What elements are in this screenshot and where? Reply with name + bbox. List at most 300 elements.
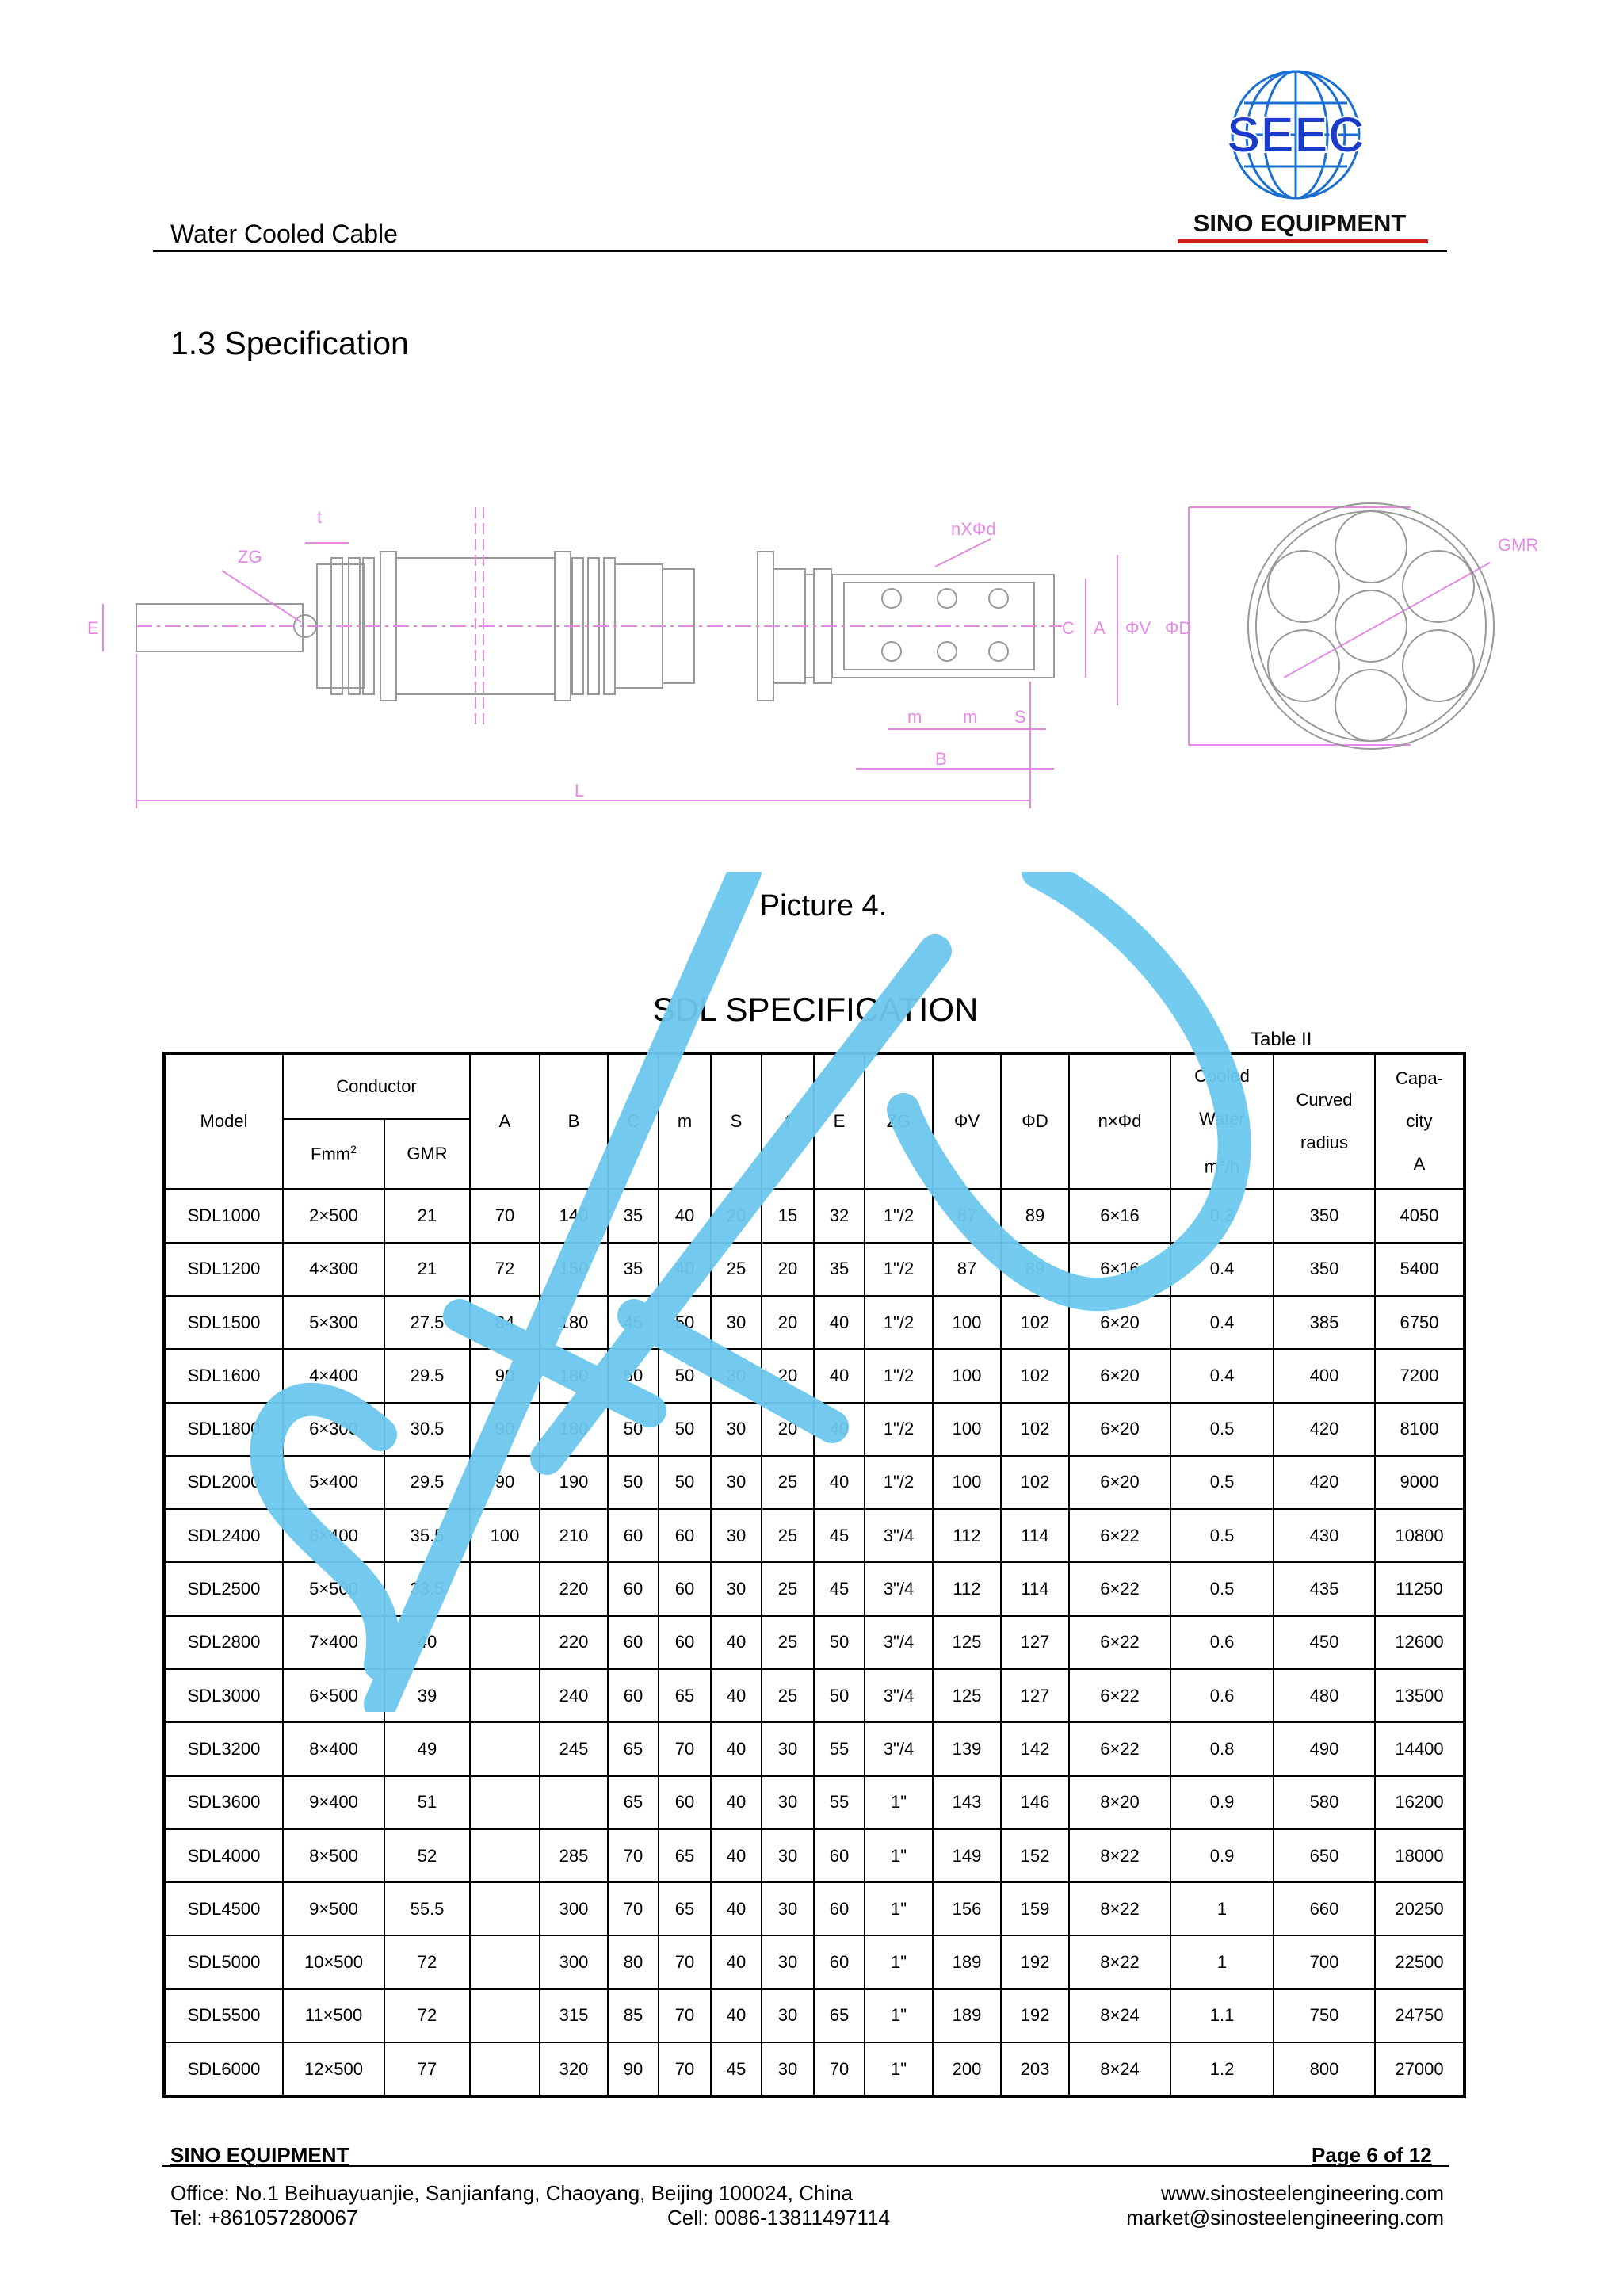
cell-n-phi-d: 6×22 [1069, 1669, 1170, 1722]
cell-s: 40 [711, 1829, 762, 1882]
cell-t: 30 [762, 2042, 814, 2096]
cell-e: 55 [814, 1722, 865, 1775]
footer-tel: Tel: +861057280067 [170, 2206, 358, 2229]
cell-gmr: 21 [384, 1189, 470, 1242]
cell-phi-d: 142 [1001, 1722, 1069, 1775]
cell-a [470, 1616, 540, 1669]
cell-c: 70 [608, 1882, 659, 1935]
cell-t: 30 [762, 1722, 814, 1775]
cell-s: 30 [711, 1562, 762, 1615]
cell-c: 50 [608, 1403, 659, 1456]
table-row [164, 1989, 1465, 2042]
cell-c: 80 [608, 1935, 659, 1988]
cell-n-phi-d: 6×20 [1069, 1296, 1170, 1349]
seec-logo [1149, 63, 1450, 254]
cell-b: 300 [540, 1882, 608, 1935]
cell-zg: 3"/4 [865, 1509, 933, 1562]
cap-line-2: city [1406, 1111, 1433, 1132]
cell-e: 65 [814, 1989, 865, 2042]
header-m: m [659, 1053, 711, 1189]
cell-t: 25 [762, 1562, 814, 1615]
label-d: ΦD [1165, 618, 1192, 638]
cell-gmr: 72 [384, 1935, 470, 1988]
cable-drawing [63, 476, 1569, 864]
table-row [164, 1349, 1465, 1402]
cell-b: 285 [540, 1829, 608, 1882]
cell-zg: 1"/2 [865, 1456, 933, 1509]
cell-m: 70 [659, 2042, 711, 2096]
label-m1: m [907, 707, 922, 727]
cell-zg: 1" [865, 1935, 933, 1988]
cell-cooled-water: 0.5 [1170, 1403, 1274, 1456]
cell-a: 100 [470, 1509, 540, 1562]
cell-curved-radius: 450 [1274, 1616, 1375, 1669]
cell-phi-d: 159 [1001, 1882, 1069, 1935]
cell-s: 45 [711, 2042, 762, 2096]
footer-cell: Cell: 0086-13811497114 [667, 2206, 890, 2229]
cell-cooled-water: 1 [1170, 1882, 1274, 1935]
cell-model: SDL4500 [164, 1882, 283, 1935]
cell-t: 25 [762, 1456, 814, 1509]
cell-n-phi-d: 8×22 [1069, 1829, 1170, 1882]
cell-curved-radius: 385 [1274, 1296, 1375, 1349]
cell-t: 15 [762, 1189, 814, 1242]
cell-zg: 1" [865, 1776, 933, 1829]
cell-capacity: 18000 [1375, 1829, 1465, 1882]
cell-s: 40 [711, 1669, 762, 1722]
cell-c: 70 [608, 1829, 659, 1882]
cell-b: 150 [540, 1243, 608, 1296]
cell-a: 70 [470, 1189, 540, 1242]
cell-t: 30 [762, 1776, 814, 1829]
cap-line-1: Capa- [1396, 1068, 1443, 1089]
cell-m: 70 [659, 1989, 711, 2042]
cell-c: 90 [608, 2042, 659, 2096]
cell-capacity: 6750 [1375, 1296, 1465, 1349]
cell-fmm: 8×500 [283, 1829, 384, 1882]
cell-b: 315 [540, 1989, 608, 2042]
header-s: S [711, 1053, 762, 1189]
cell-gmr: 21 [384, 1243, 470, 1296]
cell-b: 245 [540, 1722, 608, 1775]
table-row [164, 1456, 1465, 1509]
cell-b [540, 1776, 608, 1829]
cell-gmr: 77 [384, 2042, 470, 2096]
cell-capacity: 8100 [1375, 1403, 1465, 1456]
cell-curved-radius: 750 [1274, 1989, 1375, 2042]
cell-a [470, 1669, 540, 1722]
cell-e: 50 [814, 1616, 865, 1669]
cell-s: 30 [711, 1456, 762, 1509]
header-a: A [470, 1053, 540, 1189]
cooled-line-1: Cooled [1194, 1066, 1250, 1086]
cell-capacity: 4050 [1375, 1189, 1465, 1242]
cell-s: 40 [711, 1616, 762, 1669]
cell-phi-v: 156 [933, 1882, 1001, 1935]
picture-caption: Picture 4. [759, 889, 888, 923]
cell-e: 60 [814, 1829, 865, 1882]
cell-curved-radius: 700 [1274, 1935, 1375, 1988]
cell-e: 32 [814, 1189, 865, 1242]
cell-b: 190 [540, 1456, 608, 1509]
cell-phi-v: 100 [933, 1296, 1001, 1349]
cell-c: 65 [608, 1776, 659, 1829]
cell-gmr: 39 [384, 1669, 470, 1722]
cell-cooled-water: 1.2 [1170, 2042, 1274, 2096]
cooled-sup: 3 [1219, 1156, 1225, 1168]
cell-n-phi-d: 6×16 [1069, 1243, 1170, 1296]
table-title: SDL SPECIFICATION [652, 991, 979, 1028]
label-c: C [1062, 618, 1075, 638]
cell-cooled-water: 0.9 [1170, 1776, 1274, 1829]
cell-b: 220 [540, 1616, 608, 1669]
logo-company-text: SINO EQUIPMENT [1193, 209, 1407, 237]
cell-capacity: 7200 [1375, 1349, 1465, 1402]
cell-n-phi-d: 8×20 [1069, 1776, 1170, 1829]
cell-cooled-water: 0.4 [1170, 1349, 1274, 1402]
cell-capacity: 5400 [1375, 1243, 1465, 1296]
cell-m: 70 [659, 1935, 711, 1988]
cell-phi-d: 203 [1001, 2042, 1069, 2096]
cell-phi-d: 192 [1001, 1935, 1069, 1988]
cell-s: 30 [711, 1509, 762, 1562]
header-capacity [1375, 1053, 1465, 1189]
cell-t: 30 [762, 1989, 814, 2042]
cell-capacity: 24750 [1375, 1989, 1465, 2042]
cell-cooled-water: 0.8 [1170, 1722, 1274, 1775]
cell-phi-v: 125 [933, 1616, 1001, 1669]
label-v: ΦV [1125, 618, 1151, 638]
cell-phi-v: 139 [933, 1722, 1001, 1775]
header-e: E [814, 1053, 865, 1189]
table-row [164, 1935, 1465, 1988]
cell-fmm: 6×400 [283, 1509, 384, 1562]
cell-gmr: 30.5 [384, 1403, 470, 1456]
cell-c: 50 [608, 1456, 659, 1509]
cell-c: 60 [608, 1562, 659, 1615]
document-title: Water Cooled Cable [170, 220, 398, 248]
cell-e: 60 [814, 1882, 865, 1935]
header-phi-v: ΦV [933, 1053, 1001, 1189]
cell-cooled-water: 1.1 [1170, 1989, 1274, 2042]
cell-n-phi-d: 6×16 [1069, 1189, 1170, 1242]
cell-n-phi-d: 6×20 [1069, 1349, 1170, 1402]
cell-model: SDL4000 [164, 1829, 283, 1882]
cell-t: 20 [762, 1349, 814, 1402]
cell-e: 60 [814, 1935, 865, 1988]
cell-m: 50 [659, 1349, 711, 1402]
curved-line-2: radius [1300, 1133, 1348, 1153]
cell-a: 90 [470, 1403, 540, 1456]
footer-website-link[interactable]: www.sinosteelengineering.com [1161, 2181, 1444, 2205]
cell-a [470, 1882, 540, 1935]
cell-c: 45 [608, 1296, 659, 1349]
footer-office-address: Office: No.1 Beihuayuanjie, Sanjianfang, Chaoyang, Beijing 100024, China [170, 2181, 854, 2205]
cell-t: 30 [762, 1829, 814, 1882]
cell-b: 180 [540, 1349, 608, 1402]
cell-n-phi-d: 8×24 [1069, 1989, 1170, 2042]
cell-b: 210 [540, 1509, 608, 1562]
cell-m: 70 [659, 1722, 711, 1775]
cell-phi-d: 114 [1001, 1509, 1069, 1562]
cell-c: 65 [608, 1722, 659, 1775]
label-nxd: nXΦd [951, 519, 996, 539]
cell-m: 65 [659, 1669, 711, 1722]
cell-n-phi-d: 6×22 [1069, 1722, 1170, 1775]
cell-b: 300 [540, 1935, 608, 1988]
cell-e: 50 [814, 1669, 865, 1722]
cell-curved-radius: 420 [1274, 1456, 1375, 1509]
cell-phi-v: 125 [933, 1669, 1001, 1722]
header-model: Model [164, 1053, 283, 1189]
cell-s: 20 [711, 1189, 762, 1242]
cell-capacity: 11250 [1375, 1562, 1465, 1615]
cell-curved-radius: 420 [1274, 1403, 1375, 1456]
cell-b: 240 [540, 1669, 608, 1722]
header-t: t [762, 1053, 814, 1189]
cell-e: 45 [814, 1562, 865, 1615]
spec-table [162, 1052, 1466, 2098]
header-gmr: GMR [384, 1119, 470, 1190]
cell-phi-v: 149 [933, 1829, 1001, 1882]
cell-phi-v: 189 [933, 1935, 1001, 1988]
cap-line-3: A [1413, 1154, 1426, 1175]
header-curved-radius [1274, 1053, 1375, 1189]
table-row [164, 1189, 1465, 1242]
cell-model: SDL1500 [164, 1296, 283, 1349]
cell-s: 40 [711, 1935, 762, 1988]
cell-e: 45 [814, 1509, 865, 1562]
header-c: C [608, 1053, 659, 1189]
cable-cross-section [1248, 503, 1494, 749]
curved-line-1: Curved [1296, 1090, 1353, 1110]
cell-a: 84 [470, 1296, 540, 1349]
cooled-line-2: Water [1199, 1109, 1245, 1129]
cell-a [470, 1829, 540, 1882]
cell-curved-radius: 660 [1274, 1882, 1375, 1935]
cell-curved-radius: 800 [1274, 2042, 1375, 2096]
cell-gmr: 40 [384, 1616, 470, 1669]
label-t: t [317, 507, 323, 527]
cell-phi-v: 100 [933, 1456, 1001, 1509]
cell-cooled-water: 0.9 [1170, 1829, 1274, 1882]
cell-gmr: 29.5 [384, 1349, 470, 1402]
cell-t: 20 [762, 1243, 814, 1296]
cell-a: 72 [470, 1243, 540, 1296]
cell-c: 60 [608, 1669, 659, 1722]
logo-red-bar [1178, 239, 1428, 243]
table-row [164, 1243, 1465, 1296]
cell-fmm: 10×500 [283, 1935, 384, 1988]
cell-a [470, 1722, 540, 1775]
cell-phi-v: 200 [933, 2042, 1001, 2096]
cell-model: SDL5000 [164, 1935, 283, 1988]
cell-n-phi-d: 6×22 [1069, 1616, 1170, 1669]
cell-n-phi-d: 8×22 [1069, 1935, 1170, 1988]
cell-model: SDL1200 [164, 1243, 283, 1296]
label-zg: ZG [238, 547, 262, 567]
cell-s: 25 [711, 1243, 762, 1296]
cell-curved-radius: 350 [1274, 1189, 1375, 1242]
cell-phi-d: 127 [1001, 1669, 1069, 1722]
cell-b: 180 [540, 1403, 608, 1456]
cooled-line-4: /h [1224, 1156, 1240, 1177]
header-row-1 [164, 1053, 1465, 1119]
cell-model: SDL2500 [164, 1562, 283, 1615]
cell-a: 90 [470, 1349, 540, 1402]
cell-fmm: 6×300 [283, 1403, 384, 1456]
cell-curved-radius: 650 [1274, 1829, 1375, 1882]
cell-phi-d: 102 [1001, 1456, 1069, 1509]
cell-b: 220 [540, 1562, 608, 1615]
cell-n-phi-d: 6×20 [1069, 1403, 1170, 1456]
cell-m: 40 [659, 1243, 711, 1296]
label-e: E [87, 618, 99, 638]
cell-phi-d: 192 [1001, 1989, 1069, 2042]
cell-n-phi-d: 8×24 [1069, 2042, 1170, 2096]
cell-a [470, 1562, 540, 1615]
cell-model: SDL2000 [164, 1456, 283, 1509]
cell-m: 50 [659, 1296, 711, 1349]
cell-a [470, 2042, 540, 2096]
footer-page-number: Page 6 of 12 [1312, 2143, 1432, 2167]
label-a: A [1094, 618, 1106, 638]
cell-phi-v: 189 [933, 1989, 1001, 2042]
table-row [164, 1829, 1465, 1882]
cell-phi-v: 100 [933, 1349, 1001, 1402]
cell-capacity: 12600 [1375, 1616, 1465, 1669]
cell-model: SDL1800 [164, 1403, 283, 1456]
table-row [164, 1882, 1465, 1935]
cell-capacity: 27000 [1375, 2042, 1465, 2096]
table-label: Table II [1251, 1029, 1312, 1050]
cell-capacity: 14400 [1375, 1722, 1465, 1775]
cell-zg: 1" [865, 1829, 933, 1882]
cell-phi-v: 143 [933, 1776, 1001, 1829]
cell-capacity: 9000 [1375, 1456, 1465, 1509]
cell-cooled-water: 0.5 [1170, 1562, 1274, 1615]
cell-zg: 3"/4 [865, 1722, 933, 1775]
cell-phi-d: 146 [1001, 1776, 1069, 1829]
cell-c: 50 [608, 1349, 659, 1402]
cell-c: 35 [608, 1243, 659, 1296]
cell-gmr: 35.5 [384, 1509, 470, 1562]
cell-cooled-water: 0.6 [1170, 1669, 1274, 1722]
cell-t: 30 [762, 1935, 814, 1988]
cell-model: SDL3200 [164, 1722, 283, 1775]
cell-a [470, 1989, 540, 2042]
cell-model: SDL6000 [164, 2042, 283, 2096]
header-n-phi-d: n×Φd [1069, 1053, 1170, 1189]
cell-phi-v: 112 [933, 1562, 1001, 1615]
cell-gmr: 49 [384, 1722, 470, 1775]
cell-curved-radius: 490 [1274, 1722, 1375, 1775]
cell-phi-v: 112 [933, 1509, 1001, 1562]
cell-phi-v: 100 [933, 1403, 1001, 1456]
cell-m: 60 [659, 1616, 711, 1669]
cell-phi-d: 114 [1001, 1562, 1069, 1615]
header-zg: ZG [865, 1053, 933, 1189]
cell-e: 40 [814, 1296, 865, 1349]
cell-phi-d: 89 [1001, 1189, 1069, 1242]
cell-s: 40 [711, 1722, 762, 1775]
cell-zg: 1" [865, 2042, 933, 2096]
label-b: B [935, 749, 947, 769]
cell-t: 25 [762, 1509, 814, 1562]
cell-model: SDL3600 [164, 1776, 283, 1829]
cell-curved-radius: 430 [1274, 1509, 1375, 1562]
cell-t: 25 [762, 1669, 814, 1722]
cell-m: 60 [659, 1509, 711, 1562]
header-cooled-water [1170, 1053, 1274, 1189]
cell-capacity: 10800 [1375, 1509, 1465, 1562]
cell-capacity: 20250 [1375, 1882, 1465, 1935]
cell-fmm: 9×400 [283, 1776, 384, 1829]
cell-m: 40 [659, 1189, 711, 1242]
cell-capacity: 13500 [1375, 1669, 1465, 1722]
cell-model: SDL2800 [164, 1616, 283, 1669]
cell-fmm: 6×500 [283, 1669, 384, 1722]
cell-zg: 3"/4 [865, 1669, 933, 1722]
cell-m: 65 [659, 1882, 711, 1935]
cell-phi-v: 87 [933, 1243, 1001, 1296]
cell-cooled-water: 0.6 [1170, 1616, 1274, 1669]
cell-s: 30 [711, 1349, 762, 1402]
cell-cooled-water: 0.5 [1170, 1456, 1274, 1509]
cell-fmm: 8×400 [283, 1722, 384, 1775]
header-b: B [540, 1053, 608, 1189]
footer-email-link[interactable]: market@sinosteelengineering.com [1126, 2206, 1444, 2229]
cell-fmm: 9×500 [283, 1882, 384, 1935]
header-conductor: Conductor [283, 1053, 470, 1119]
cell-m: 65 [659, 1829, 711, 1882]
table-row [164, 2042, 1465, 2096]
cell-a: 90 [470, 1456, 540, 1509]
cell-t: 25 [762, 1616, 814, 1669]
cell-a [470, 1935, 540, 1988]
cell-zg: 1"/2 [865, 1243, 933, 1296]
cell-m: 60 [659, 1562, 711, 1615]
fmm-sup: 2 [350, 1143, 357, 1156]
cell-n-phi-d: 6×20 [1069, 1456, 1170, 1509]
cell-gmr: 29.5 [384, 1456, 470, 1509]
cell-e: 55 [814, 1776, 865, 1829]
cell-c: 60 [608, 1509, 659, 1562]
cell-s: 40 [711, 1776, 762, 1829]
cell-t: 20 [762, 1403, 814, 1456]
cell-c: 35 [608, 1189, 659, 1242]
table-row [164, 1296, 1465, 1349]
table-row [164, 1776, 1465, 1829]
cell-curved-radius: 435 [1274, 1562, 1375, 1615]
cell-gmr: 52 [384, 1829, 470, 1882]
cell-fmm: 4×300 [283, 1243, 384, 1296]
table-row [164, 1722, 1465, 1775]
cell-zg: 1"/2 [865, 1296, 933, 1349]
cell-capacity: 22500 [1375, 1935, 1465, 1988]
cell-phi-d: 127 [1001, 1616, 1069, 1669]
cell-t: 20 [762, 1296, 814, 1349]
cell-fmm: 7×400 [283, 1616, 384, 1669]
cell-phi-d: 102 [1001, 1349, 1069, 1402]
cell-fmm: 11×500 [283, 1989, 384, 2042]
cell-fmm: 12×500 [283, 2042, 384, 2096]
cell-phi-d: 152 [1001, 1829, 1069, 1882]
cell-n-phi-d: 6×22 [1069, 1562, 1170, 1615]
table-row [164, 1562, 1465, 1615]
footer-rule [162, 2165, 1449, 2167]
cell-phi-d: 102 [1001, 1403, 1069, 1456]
